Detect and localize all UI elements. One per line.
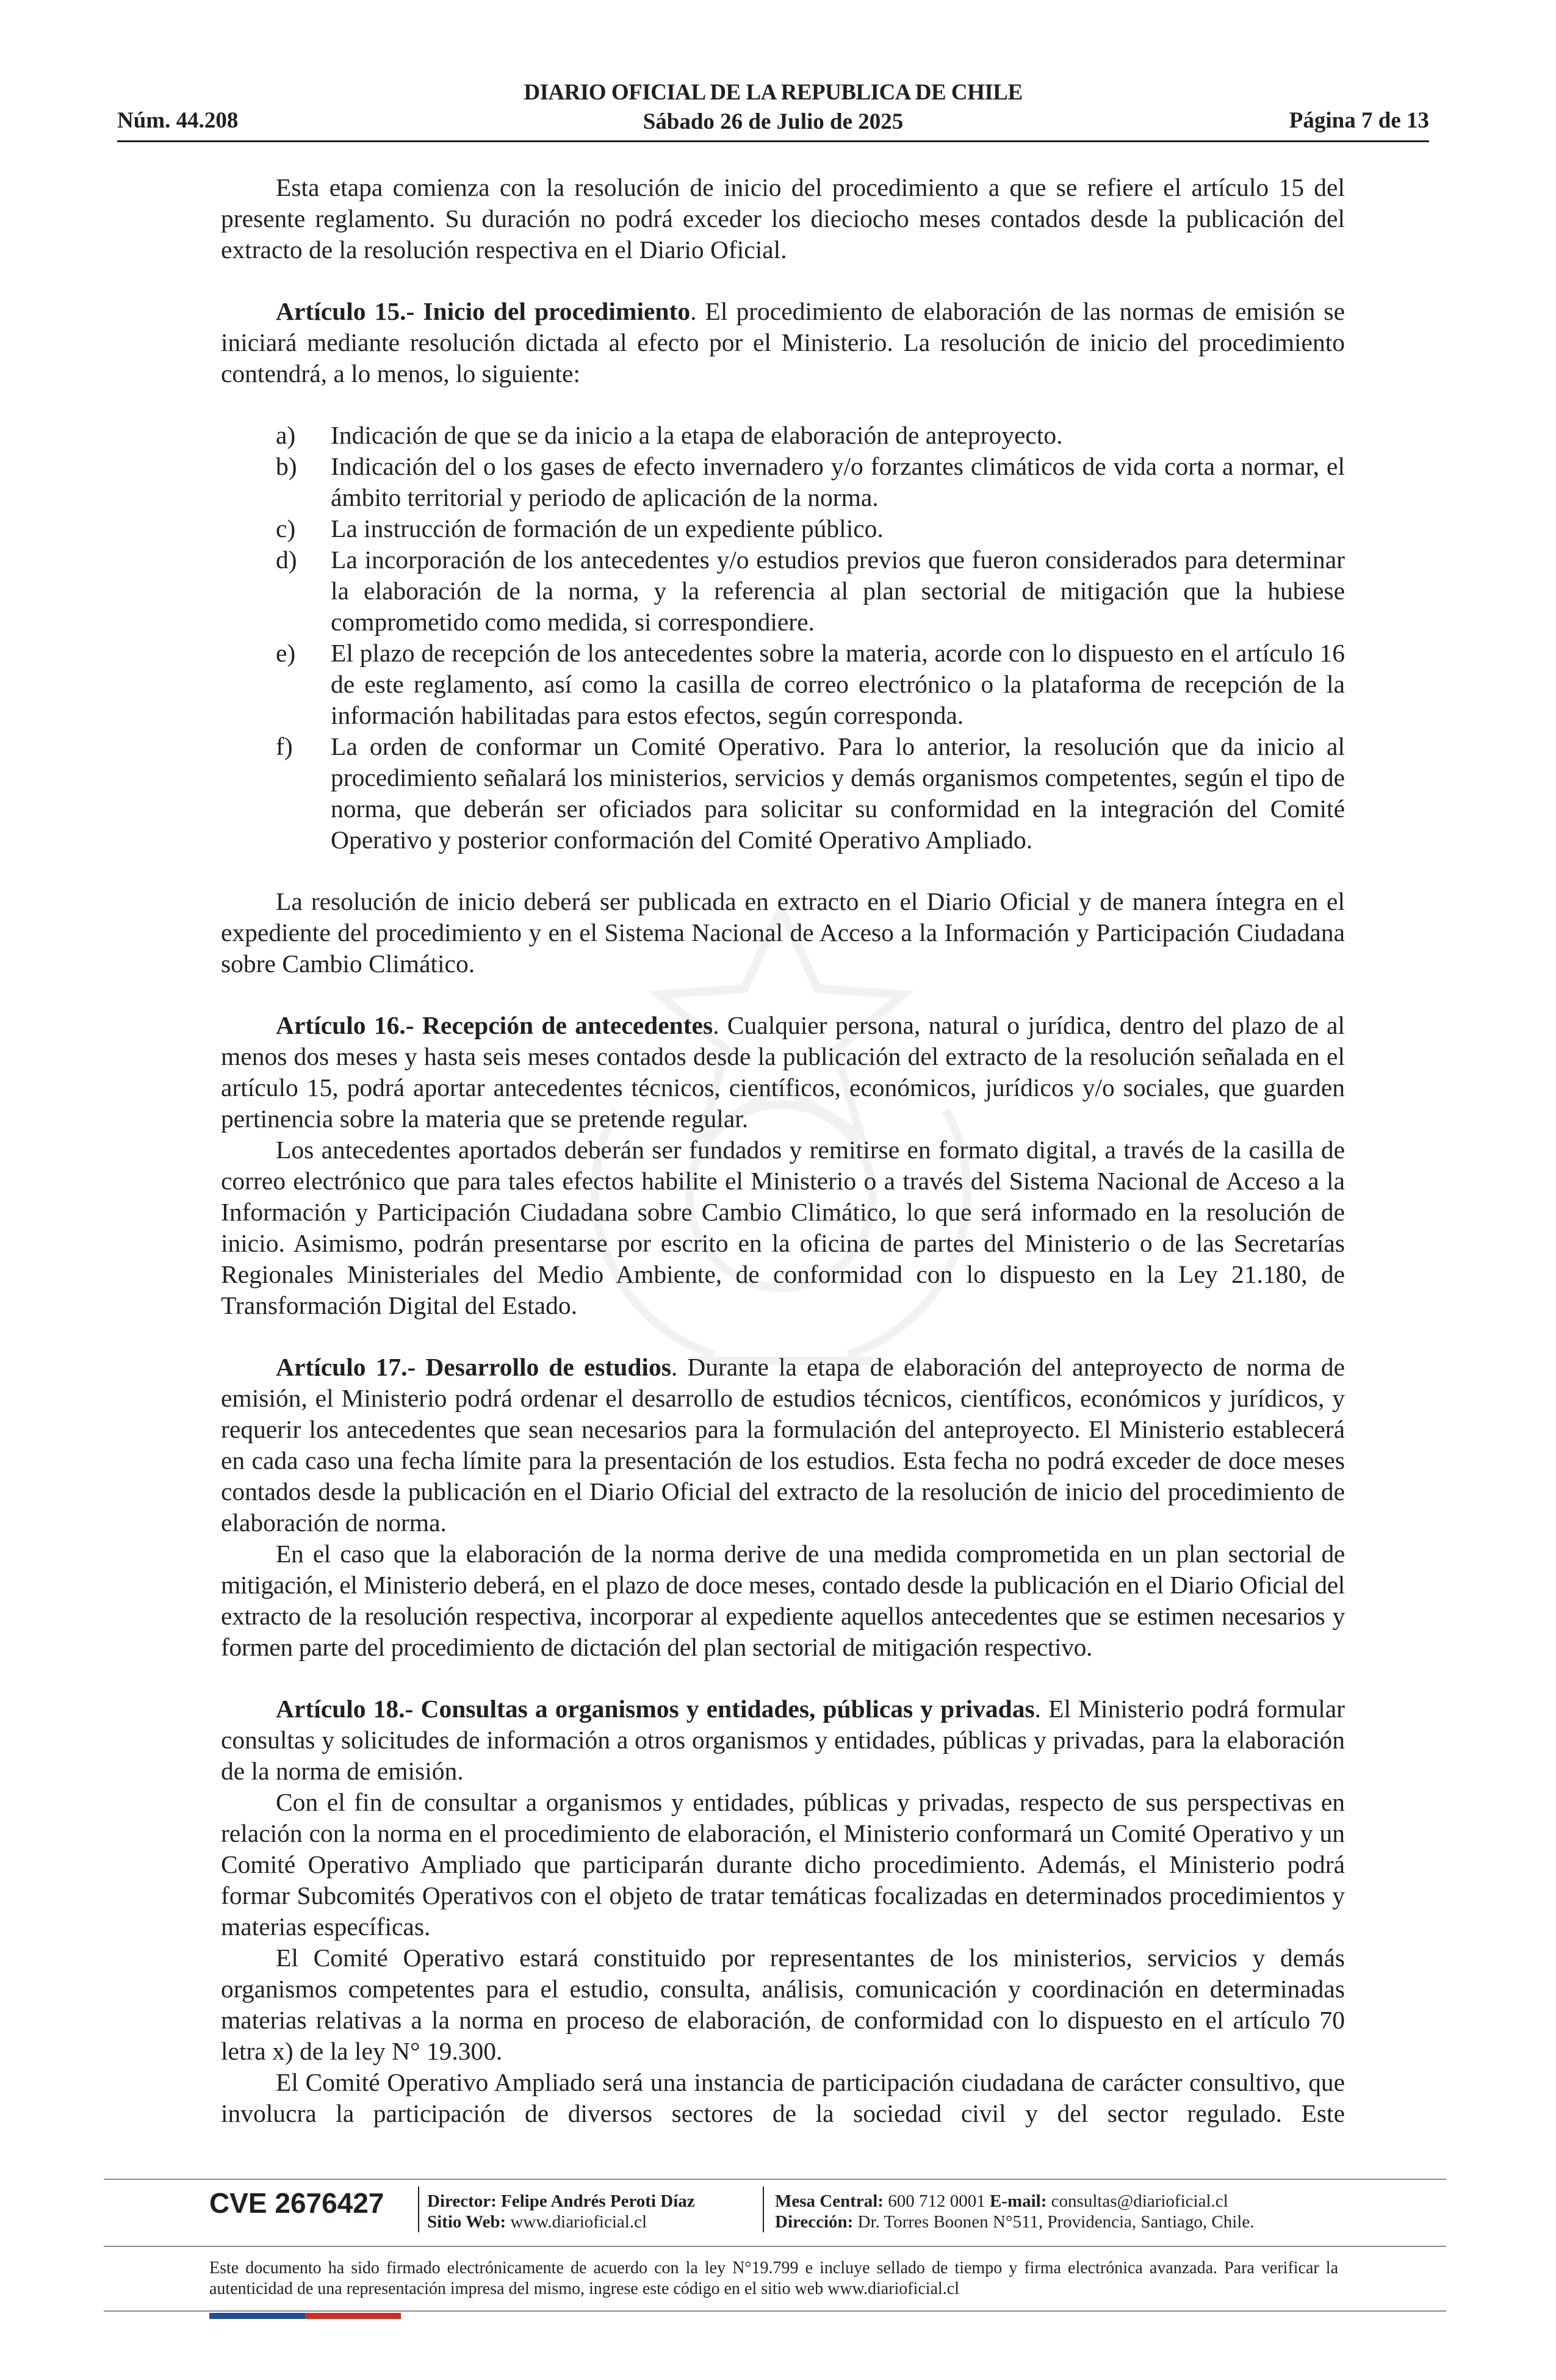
list-item [221, 451, 1345, 513]
list-item-label: d) [276, 546, 297, 574]
list-item-text: El plazo de recepción de los antecedentes sobre la materia, acorde con lo dispuesto en el artículo 16 de este reglamento, así como la casilla de correo electrónico o la plataforma de recepción de la información habilitadas para estos efectos, según corresponda. [331, 639, 1345, 729]
header-divider [117, 140, 1429, 142]
article-17 [221, 1352, 1345, 1538]
article-18-paragraph-3: El Comité Operativo estará constituido por representantes de los ministerios, servicios y demás organismos competentes para el estudio, consulta, análisis, comunicación y coordinación en determinadas materias relativas a la norma en proceso de elaboración, de conformidad con lo dispuesto en el artículo 70 letra x) de la ley N° 19.300. [221, 1944, 1345, 2065]
cve-code: CVE 2676427 [209, 2187, 384, 2219]
footer-divider-middle [104, 2246, 1446, 2247]
article-18-text: . El Ministerio podrá formular consultas y solicitudes de información a otros organismos y entidades, públicas y privadas, para la elaboración de la norma de emisión. [221, 1695, 1345, 1785]
masthead [117, 78, 1429, 137]
list-item-label: b) [276, 452, 297, 480]
article-16 [221, 1010, 1345, 1134]
list-item-label: c) [276, 514, 296, 543]
paragraph-intro: Esta etapa comienza con la resolución de inicio del procedimiento a que se refiere el artículo 15 del presente reglamento. Su duración no podrá exceder los dieciocho meses contados desde la publicación del extracto de la resolución respectiva en el Diario Oficial. [221, 173, 1345, 264]
list-item [221, 731, 1345, 856]
list-item-text: La incorporación de los antecedentes y/o estudios previos que fueron considerados para determinar la elaboración de la norma, y la referencia al plan sectorial de mitigación que la hubiese comprometido como medida, si correspondiere. [331, 546, 1345, 636]
mesa-label: Mesa Central: [775, 2191, 884, 2211]
article-15-text: . El procedimiento de elaboración de las normas de emisión se iniciará mediante resolución dictada al efecto por el Ministerio. La resolución de inicio del procedimiento contendrá, a lo menos, lo siguiente: [221, 297, 1345, 388]
page-header [117, 78, 1429, 139]
article-18-paragraph-2: Con el fin de consultar a organismos y entidades, públicas y privadas, respecto de sus perspectivas en relación con la norma en el procedimiento de elaboración, el Ministerio conformará un Comité Operativo y un Comité Operativo Ampliado que participarán durante dicho procedimiento. Además, el Ministerio podrá formar Subcomités Operativos con el objeto de tratar temáticas focalizadas en determinados procedimientos y materias específicas. [221, 1788, 1345, 1941]
director-name: Felipe Andrés Peroti Díaz [501, 2191, 695, 2211]
list-item [221, 513, 1345, 544]
list-item-label: a) [276, 421, 296, 449]
document-body [221, 172, 1345, 2129]
article-16-text: . Cualquier persona, natural o jurídica, dentro del plazo de al menos dos meses y hasta seis meses contados desde la publicación del extracto de la resolución señalada en el artículo 15, podrá aportar antecedentes técnicos, científicos, económicos, jurídicos y/o sociales, que guarden pertinencia sobre la materia que se pretende regular. [221, 1011, 1345, 1133]
list-item [221, 544, 1345, 638]
article-15 [221, 296, 1345, 389]
flag-red-segment [305, 2313, 401, 2319]
address-label: Dirección: [775, 2212, 854, 2232]
publication-name: DIARIO OFICIAL DE LA REPUBLICA DE CHILE [524, 80, 1023, 105]
article-18-paragraph-4: El Comité Operativo Ampliado será una instancia de participación ciudadana de carácter consultivo, que involucra la participación de diversos sectores de la sociedad civil y del sector regulado. Este [221, 2068, 1345, 2127]
footer-separator [418, 2187, 419, 2232]
email-link[interactable]: consultas@diarioficial.cl [1051, 2191, 1228, 2211]
article-16-paragraph-2: Los antecedentes aportados deberán ser fundados y remitirse en formato digital, a través de la casilla de correo electrónico que para tales efectos habilite el Ministerio o a través del Sistema Nacional de Acceso a la Información y Participación Ciudadana sobre Cambio Climático, lo que será informado en la resolución de inicio. Asimismo, podrán presentarse por escrito en la oficina de partes del Ministerio o de las Secretarías Regionales Ministeriales del Medio Ambiente, de conformidad con lo dispuesto en la Ley 21.180, de Transformación Digital del Estado. [221, 1136, 1345, 1319]
address: Dr. Torres Boonen N°511, Providencia, Santiago, Chile. [857, 2212, 1255, 2232]
article-17-title: Artículo 17.- Desarrollo de estudios [276, 1353, 671, 1381]
article-17-text: . Durante la etapa de elaboración del anteproyecto de norma de emisión, el Ministerio podrá ordenar el desarrollo de estudios técnicos, científicos, económicos y jurídicos, y requerir los antecedentes que sean necesarios para la formulación del anteproyecto. El Ministerio establecerá en cada caso una fecha límite para la presentación de los estudios. Esta fecha no podrá exceder de doce meses contados desde la publicación en el Diario Oficial del extracto de la resolución de inicio del procedimiento de elaboración de norma. [221, 1353, 1345, 1537]
flag-color-bar [209, 2313, 401, 2319]
mesa-phone: 600 712 0001 [888, 2191, 985, 2211]
article-15-title: Artículo 15.- Inicio del procedimiento [276, 297, 691, 325]
website-link[interactable]: www.diarioficial.cl [510, 2212, 647, 2232]
page-number: Página 7 de 13 [1289, 108, 1429, 133]
footer-divider-bottom [104, 2310, 1446, 2312]
list-item-text: La instrucción de formación de un expediente público. [331, 514, 884, 543]
paragraph-publicacion: La resolución de inicio deberá ser publicada en extracto en el Diario Oficial y de manera íntegra en el expediente del procedimiento y en el Sistema Nacional de Acceso a la Información y Participación Ciudadana sobre Cambio Climático. [221, 887, 1345, 978]
director-label: Director: [427, 2191, 497, 2211]
footer-director-block [427, 2191, 695, 2232]
footer-divider-top [104, 2179, 1446, 2180]
list-item-label: e) [276, 639, 296, 667]
list-item [221, 638, 1345, 731]
article-17-paragraph-2: En el caso que la elaboración de la norma derive de una medida comprometida en un plan sectorial de mitigación, el Ministerio deberá, en el plazo de doce meses, contado desde la publicación en el Diario Oficial del extracto de la resolución respectiva, incorporar al expediente aquellos antecedentes que se estimen necesarios y formen parte del procedimiento de dictación del plan sectorial de mitigación respectivo. [221, 1540, 1345, 1661]
footer-contact-block [775, 2191, 1254, 2232]
article-18 [221, 1693, 1345, 1787]
publication-date: Sábado 26 de Julio de 2025 [643, 109, 904, 134]
email-label: E-mail: [989, 2191, 1047, 2211]
list-item [221, 420, 1345, 451]
website-label: Sitio Web: [427, 2212, 506, 2232]
list-item-text: Indicación de que se da inicio a la etapa de elaboración de anteproyecto. [331, 421, 1063, 449]
flag-blue-segment [209, 2313, 305, 2319]
signature-disclaimer: Este documento ha sido firmado electrónicamente de acuerdo con la ley N°19.799 e incluye sellado de tiempo y firma electrónica avanzada. Para verificar la autenticidad de una representación impresa del mismo, ingrese este código en el sitio web www.diarioficial.cl [209, 2259, 1338, 2298]
list-item-label: f) [276, 732, 293, 760]
list-item-text: Indicación del o los gases de efecto invernadero y/o forzantes climáticos de vida corta a normar, el ámbito territorial y periodo de aplicación de la norma. [331, 452, 1345, 511]
article-15-list [221, 420, 1345, 856]
article-18-title: Artículo 18.- Consultas a organismos y entidades, públicas y privadas [276, 1695, 1035, 1723]
footer-separator [763, 2187, 764, 2232]
list-item-text: La orden de conformar un Comité Operativo. Para lo anterior, la resolución que da inicio al procedimiento señalará los ministerios, servicios y demás organismos competentes, según el tipo de norma, que deberán ser oficiados para solicitar su conformidad en la integración del Comité Operativo y posterior conformación del Comité Operativo Ampliado. [331, 732, 1345, 854]
article-16-title: Artículo 16.- Recepción de antecedentes [276, 1011, 713, 1039]
issue-number: Núm. 44.208 [117, 108, 239, 133]
